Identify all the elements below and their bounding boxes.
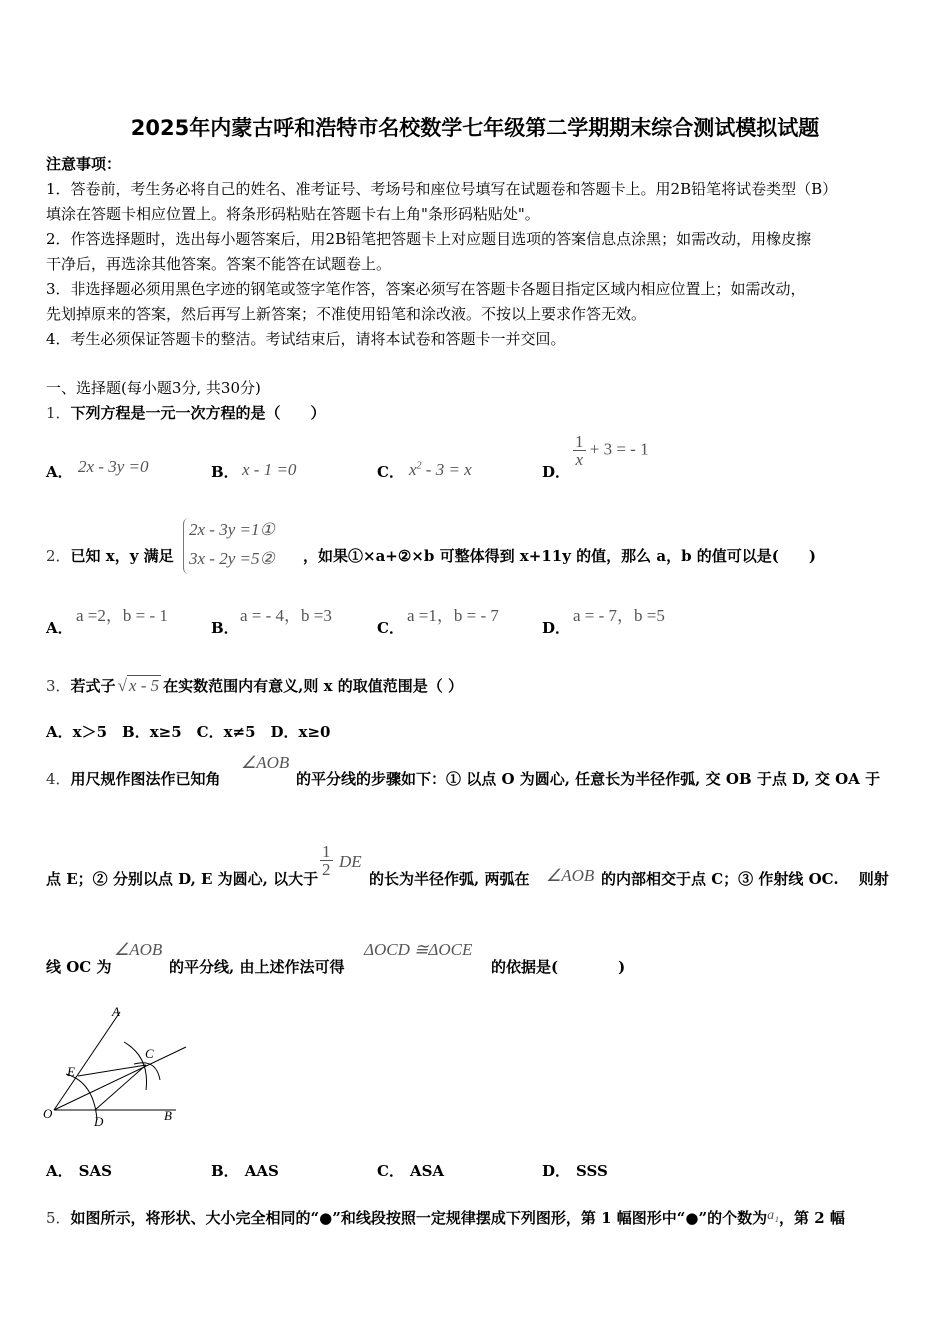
option-label-d: D． [542, 463, 571, 481]
question-text: 在实数范围内有意义,则 x 的取值范围是（ ） [163, 677, 463, 695]
a1-symbol: a₁ [767, 1208, 779, 1223]
option-label-b: B． [211, 1162, 239, 1180]
ray-oa [54, 1012, 120, 1110]
question-number: 4． [46, 770, 71, 788]
question-number: 1． [46, 404, 71, 422]
point-label: C [145, 1046, 154, 1061]
question-text: ，如果①×a+②×b 可整体得到 x+11y 的值，那么 a，b 的值可以是( ) [303, 547, 816, 565]
notice-line: 先划掉原来的答案，然后再写上新答案；不准使用铅笔和涂改液。不按以上要求作答无效。 [46, 305, 647, 323]
notice-line: 2．作答选择题时，选出每小题答案后，用2B铅笔把答题卡上对应题目选项的答案信息点涂黑；如需改动，用橡皮擦 [46, 230, 812, 248]
question-3-stem [46, 675, 463, 696]
option-c-exponent: 2 [416, 460, 422, 472]
arc-from-e [124, 1042, 147, 1090]
equation-2: 3x - 2y =5② [189, 549, 275, 568]
question-text: 的平分线的步骤如下：① 以点 O 为圆心, 任意长为半径作弧, 交 OB 于点 D, 交 OA 于 [296, 770, 881, 788]
notice-line: 干净后，再选涂其他答案。答案不能答在试题卷上。 [46, 255, 392, 273]
fraction-numerator: 1 [575, 432, 584, 451]
question-5-stem [46, 1207, 845, 1228]
question-3-options: A．x＞5 B．x≥5 C．x≠5 D．x≥0 [46, 723, 331, 741]
question-text: 的内部相交于点 C；③ 作射线 OC. 则射 [601, 870, 889, 888]
option-label-a: A． [46, 619, 73, 637]
section-heading: 一、选择题(每小题3分, 共30分) [46, 379, 261, 397]
question-text: 下列方程是一元一次方程的是（ ） [70, 404, 326, 422]
question-text: 的平分线, 由上述作法可得 [169, 958, 345, 976]
page-title: 2025年内蒙古呼和浩特市名校数学七年级第二学期期末综合测试模拟试题 [130, 116, 820, 140]
notice-heading: 注意事项： [46, 155, 122, 173]
question-number: 2． [46, 547, 71, 565]
notice-line: 3．非选择题必须用黑色字迹的钢笔或签字笔作答，答案必须写在答题卡各题目指定区域内相应位置上；如需改动， [46, 280, 806, 298]
notice-line: 1．答卷前，考生务必将自己的姓名、准考证号、考场号和座位号填写在试题卷和答题卡上。用2B铅笔将试卷类型（B） [46, 180, 838, 198]
option-label-a: A． [46, 463, 73, 481]
fraction-denominator: 2 [322, 860, 331, 879]
equation-1: 2x - 3y =1① [189, 520, 275, 539]
half-fraction [320, 843, 333, 878]
option-d-rest: + 3 = - 1 [589, 439, 649, 459]
question-text: 的依据是( ) [491, 958, 626, 976]
option-c-rest: - 3 = x [421, 460, 472, 479]
option-label-c: C． [377, 1162, 404, 1180]
point-label: E [67, 1064, 75, 1079]
point-label: O [43, 1106, 53, 1121]
question-text: ，第 2 幅 [779, 1209, 845, 1227]
option-a-text: SAS [78, 1162, 112, 1180]
notice-line: 填涂在答题卡相应位置上。将条形码粘贴在答题卡右上角"条形码粘贴处"。 [46, 205, 540, 223]
option-label-b: B． [211, 463, 239, 481]
option-label-c: C． [377, 463, 404, 481]
question-number: 5． [46, 1209, 71, 1227]
question-text: 的长为半径作弧, 两弧在 [369, 870, 530, 888]
question-1-stem [46, 402, 326, 423]
point-label: D [94, 1114, 104, 1129]
option-c [377, 1160, 444, 1181]
question-4-line-1 [46, 768, 221, 789]
radicand: x - 5 [128, 676, 160, 695]
question-text: 已知 x，y 满足 [70, 547, 174, 565]
option-label-c: C． [377, 619, 404, 637]
angle-aob: ∠AOB [241, 753, 290, 772]
point-label: B [164, 1108, 172, 1123]
segment-de: DE [339, 852, 362, 871]
angle-aob: ∠AOB [114, 940, 163, 959]
question-text: 如图所示，将形状、大小完全相同的“●”和线段按照一定规律摆成下列图形，第 1 幅图形中“●”的个数为 [70, 1209, 768, 1227]
option-b-text: AAS [244, 1162, 279, 1180]
question-2-pre [46, 545, 174, 566]
question-4-line-3: 线 OC 为 [46, 958, 112, 976]
option-a [46, 1160, 112, 1181]
angle-aob: ∠AOB [546, 866, 595, 885]
option-a-math: 2x - 3y =0 [78, 457, 149, 476]
option-d-math: a = - 7，b =5 [573, 606, 665, 625]
option-d-math [573, 433, 649, 468]
option-c-math: a =1，b = - 7 [407, 606, 499, 625]
option-label-d: D． [542, 1162, 571, 1180]
option-a-math: a =2，b = - 1 [76, 606, 168, 625]
option-label-a: A． [46, 1162, 73, 1180]
option-d-text: SSS [576, 1162, 608, 1180]
option-d [542, 1160, 608, 1181]
option-c-text: ASA [409, 1162, 445, 1180]
radical: √ x - 5 [117, 676, 160, 695]
option-label-b: B． [211, 619, 239, 637]
option-label-d: D． [542, 619, 571, 637]
option-c-math [409, 460, 472, 480]
notice-line: 4．考生必须保证答题卡的整洁。考试结束后，请将本试卷和答题卡一并交回。 [46, 330, 566, 348]
congruence-statement: ΔOCD ≅ΔOCE [364, 940, 473, 959]
question-text: 若式子 [70, 677, 116, 695]
question-text: 用尺规作图法作已知角 [70, 770, 221, 788]
option-b-math: x - 1 =0 [242, 460, 297, 479]
question-number: 3． [46, 677, 71, 695]
angle-bisector-figure [40, 1002, 200, 1132]
option-b-math: a = - 4，b =3 [240, 606, 332, 625]
question-4-line-2: 点 E；② 分别以点 D, E 为圆心, 以大于 [46, 870, 319, 888]
fraction-denominator: x [575, 450, 584, 469]
option-b [211, 1160, 279, 1181]
fraction-numerator: 1 [322, 842, 331, 861]
point-label: A [112, 1004, 120, 1019]
option-c-base: x [409, 460, 417, 479]
